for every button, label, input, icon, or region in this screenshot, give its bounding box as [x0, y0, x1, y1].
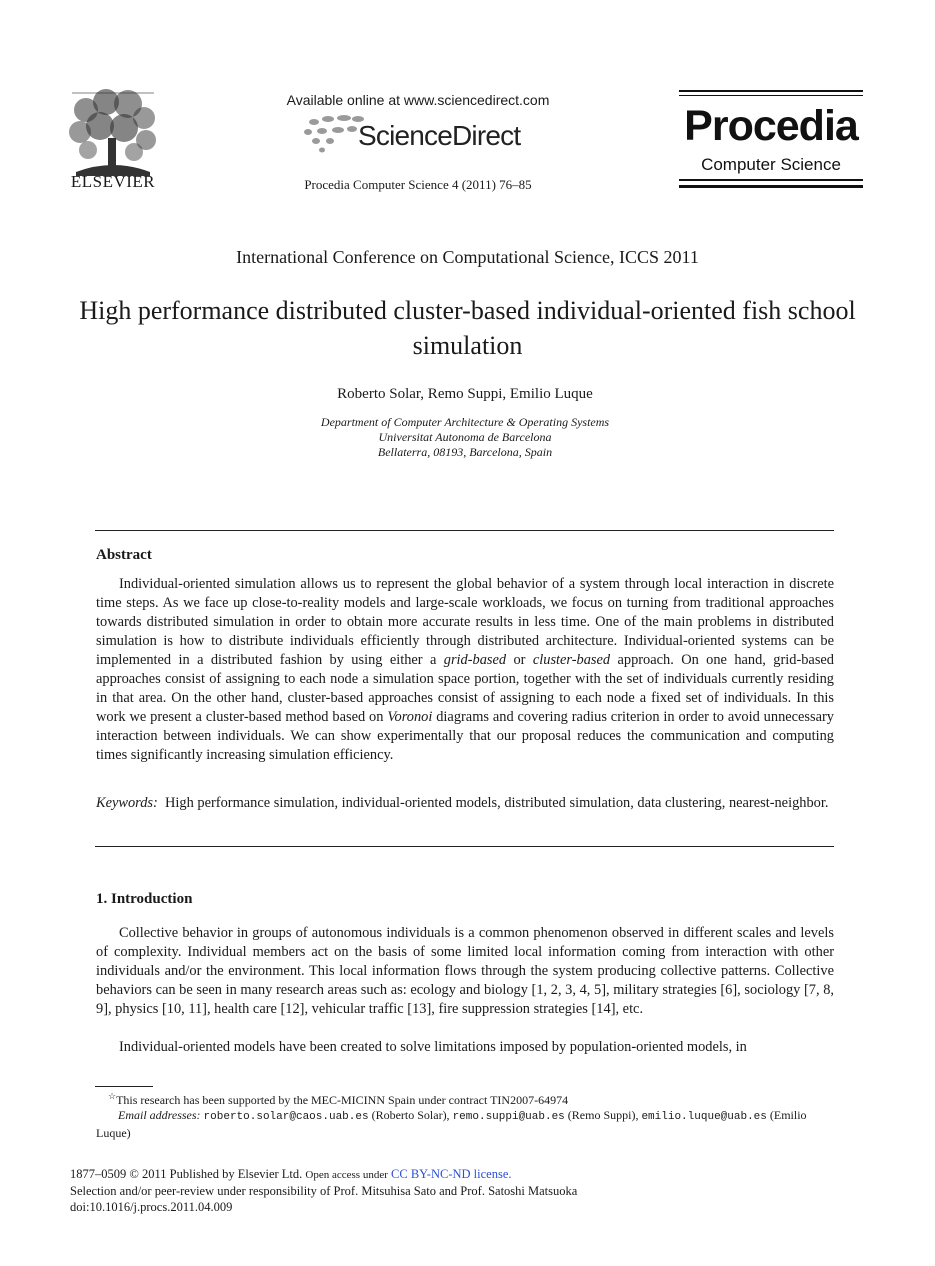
- affiliation-location: Bellaterra, 08193, Barcelona, Spain: [377, 445, 553, 459]
- email-link[interactable]: remo.suppi@uab.es: [452, 1111, 565, 1123]
- email-link[interactable]: emilio.luque@uab.es: [641, 1111, 767, 1123]
- publisher-name: ELSEVIER: [70, 172, 156, 191]
- funding-footnote: ☆This research has been supported by the MEC-MICINN Spain under contract TIN2007-64974: [108, 1091, 569, 1107]
- footnote-rule: [95, 1086, 153, 1087]
- abstract-body: Individual-oriented simulation allows us to represent the global behavior of a system through local interaction in discrete time steps. As we face up close-to-reality models and large-scale workloads, we focus on turning from traditional approaches towards distributed simulation in order to obtain more accurate results in less time. One of the main problems in distributed simulation is how to distribute individuals efficiently through distributed architecture. Individual-oriented systems can be implemented in a distributed fashion by using either a grid-based or cluster-based approach. On one hand, grid-based approaches consist of assigning to each node a simulation space portion, together with the set of individuals currently residing in that area. On the other hand, cluster-based approaches consist of assigning to each node a fixed set of individuals. In this work we present a cluster-based method based on Voronoi diagrams and covering radius criterion in order to avoid unnecessary interaction between individuals. We can show experimentally that our proposal reduces the communication and computing times significantly increasing simulation efficiency.: [96, 576, 835, 763]
- introduction-paragraph-2: Individual-oriented models have been created to solve limitations imposed by population-oriented models, in: [119, 1039, 747, 1055]
- footnote-star-icon: ☆: [108, 1091, 117, 1101]
- introduction-paragraph-1: Collective behavior in groups of autonomous individuals is a common phenomenon observed in different scales and levels of complexity. Individual members act on the basis of some limited local information coming from interaction with other individuals and/or the environment. This local information flows through the system producing collective patterns. Collective behaviors can be seen in many research areas such as: ecology and biology [1, 2, 3, 4, 5], military strategies [6], sociology [7, 8, 9], physics [10, 11], health care [12], vehicular traffic [13], fire suppression strategies [14], etc.: [96, 925, 834, 1017]
- bottom-divider: [95, 846, 834, 847]
- procedia-subtitle: Computer Science: [701, 155, 841, 174]
- keywords-list: High performance simulation, individual-oriented models, distributed simulation, data clustering, nearest-neighbor.: [165, 795, 829, 811]
- abstract-heading: Abstract: [96, 547, 152, 563]
- sciencedirect-wordmark: ScienceDirect: [358, 120, 521, 151]
- introduction-heading: 1. Introduction: [96, 891, 193, 907]
- email-link[interactable]: roberto.solar@caos.uab.es: [203, 1111, 369, 1123]
- peer-review-line: Selection and/or peer-review under responsibility of Prof. Mitsuhisa Sato and Prof. Satoshi Matsuoka: [70, 1184, 578, 1198]
- emphasis-grid-based: grid-based: [443, 652, 507, 668]
- keywords: [96, 794, 834, 813]
- copyright-line: 1877–0509 © 2011 Published by Elsevier Ltd. Open access under CC BY-NC-ND license.: [70, 1167, 512, 1181]
- affiliation-department: Department of Computer Architecture & Operating Systems: [320, 415, 610, 429]
- conference-name: International Conference on Computational Science, ICCS 2011: [236, 247, 699, 267]
- doi-line[interactable]: doi:10.1016/j.procs.2011.04.009: [70, 1200, 233, 1214]
- procedia-wordmark: Procedia: [684, 102, 858, 150]
- paper-title: High performance distributed cluster-based individual-oriented fish school simulation: [79, 296, 856, 360]
- email-footnote: Email addresses: roberto.solar@caos.uab.es (Roberto Solar), remo.suppi@uab.es (Remo Suppi), emilio.luque@uab.es (Emilio Luque): [96, 1108, 807, 1140]
- license-link[interactable]: CC BY-NC-ND license.: [391, 1167, 512, 1181]
- emphasis-cluster-based: cluster-based: [532, 652, 611, 668]
- author-list: Roberto Solar, Remo Suppi, Emilio Luque: [337, 386, 593, 402]
- affiliation-university: Universitat Autonoma de Barcelona: [378, 430, 552, 444]
- available-online-text[interactable]: Available online at www.sciencedirect.com: [286, 92, 550, 108]
- journal-reference: Procedia Computer Science 4 (2011) 76–85: [304, 177, 532, 192]
- emphasis-voronoi: Voronoi: [387, 709, 433, 725]
- keywords-label: Keywords:: [96, 795, 158, 811]
- top-divider: [95, 530, 834, 531]
